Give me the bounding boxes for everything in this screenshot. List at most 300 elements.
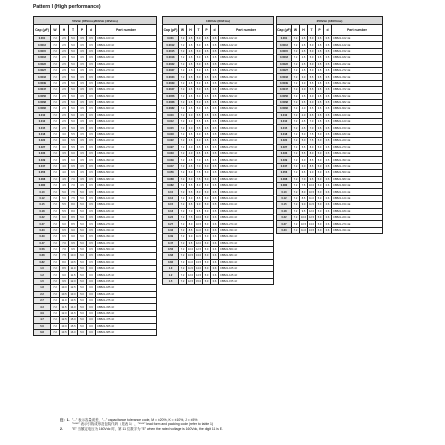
part-number-cell: CBB21-105 nF — [219, 266, 274, 272]
capacitance-cell: 0.10 — [163, 189, 179, 195]
dimension-cell: 6.0 — [195, 138, 203, 144]
dimension-cell: 9.5 — [60, 278, 69, 284]
dimension-cell: 7.5 — [69, 189, 78, 195]
dimension-cell: 7.2 — [179, 240, 187, 246]
dimension-cell: 5.0 — [300, 138, 308, 144]
dimension-cell: 8.0 — [187, 221, 195, 227]
dimension-cell: 3.5 — [78, 138, 87, 144]
capacitance-cell: 0.0012 — [34, 42, 51, 48]
capacitance-cell: 0.0082 — [34, 106, 51, 112]
dimension-cell: 5.0 — [316, 208, 324, 214]
dimension-cell: 0.5 — [324, 106, 332, 112]
capacitance-cell: 0.0033 — [277, 74, 292, 80]
capacitance-cell: 0.18 — [277, 208, 292, 214]
part-number-cell: CBB21-124 nF — [219, 195, 274, 201]
dimension-cell: 7.2 — [51, 259, 60, 265]
dimension-cell: 4.5 — [60, 176, 69, 182]
dimension-cell: 7.2 — [51, 42, 60, 48]
column-header-row — [34, 25, 157, 36]
dimension-cell: 3.0 — [187, 112, 195, 118]
part-number-cell: CBB21-333 nF — [219, 151, 274, 157]
part-number-cell: CBB21-274 nE — [332, 221, 383, 227]
dimension-cell: 5.0 — [195, 99, 203, 105]
dimension-cell: 5.0 — [78, 317, 87, 323]
dimension-cell: 8.0 — [308, 144, 316, 150]
dimension-cell: 7.2 — [179, 80, 187, 86]
dimension-cell: 0.5 — [324, 138, 332, 144]
dimension-cell: 7.2 — [292, 61, 300, 67]
dimension-cell: 5.0 — [69, 112, 78, 118]
dimension-cell: 3.5 — [316, 119, 324, 125]
dimension-cell: 0.6 — [211, 214, 219, 220]
dimension-cell: 0.6 — [211, 253, 219, 259]
dimension-cell: 7.2 — [292, 99, 300, 105]
note-label: 2. — [60, 426, 63, 431]
part-number-cell: CBB21-272 nE — [332, 67, 383, 73]
dimension-cell: 0.5 — [324, 151, 332, 157]
dimension-cell: 7.2 — [179, 99, 187, 105]
capacitance-cell: 0.001 — [277, 36, 292, 42]
dimension-cell: 5.0 — [316, 138, 324, 144]
dimension-cell: 0.6 — [211, 266, 219, 272]
dimension-cell: 0.6 — [324, 208, 332, 214]
dimension-cell: 8.5 — [195, 195, 203, 201]
dimension-cell: 3.5 — [316, 106, 324, 112]
dimension-cell: 5.0 — [78, 253, 87, 259]
dimension-cell: 3.5 — [78, 80, 87, 86]
note-text: "..." 表示容量误差，"..." capacitance tolerance code, M = ±20%, K = ±10%, J = ±5% — [72, 418, 198, 422]
dimension-cell: 0.5 — [87, 182, 96, 188]
dimension-cell: 3.5 — [203, 36, 211, 42]
dimension-cell: 7.5 — [300, 182, 308, 188]
dimension-cell: 3.5 — [316, 55, 324, 61]
dimension-cell: 0.5 — [87, 74, 96, 80]
part-number-cell: CBB21-394 nF — [219, 234, 274, 240]
part-number-cell: CBB21-182 nF — [219, 55, 274, 61]
part-number-cell: CBB21-182 nE — [332, 55, 383, 61]
dimension-cell: 3.0 — [60, 131, 69, 137]
dimension-cell: 2.5 — [187, 61, 195, 67]
dimension-cell: 12.0 — [195, 241, 202, 245]
dimension-cell: 0.5 — [324, 176, 332, 182]
dimension-cell: 5.5 — [308, 80, 316, 86]
dimension-cell: 3.5 — [203, 125, 211, 131]
dimension-cell: 0.5 — [211, 55, 219, 61]
dimension-cell: 5.0 — [69, 87, 78, 93]
dimension-cell: 5.0 — [195, 55, 203, 61]
dimension-cell: 0.5 — [324, 67, 332, 73]
capacitance-cell: 1.2 — [34, 272, 51, 278]
part-number-cell: CBB21-183 nE — [332, 131, 383, 137]
dimension-cell: 5.5 — [187, 182, 195, 188]
dimension-cell: 5.0 — [203, 278, 211, 284]
dimension-cell: 3.0 — [187, 119, 195, 125]
capacitance-cell: 0.27 — [163, 221, 179, 227]
dimension-cell: 7.2 — [292, 119, 300, 125]
dimension-cell: 5.0 — [203, 259, 211, 265]
dimension-cell: 6.0 — [69, 151, 78, 157]
dimension-cell: 16.0 — [70, 331, 76, 335]
part-number-cell: CBB21-103 nE — [332, 112, 383, 118]
capacitance-cell: 0.0022 — [277, 61, 292, 67]
column-header: W — [51, 25, 60, 36]
dimension-cell: 5.0 — [60, 189, 69, 195]
dimension-cell: 7.2 — [179, 157, 187, 163]
dimension-cell: 7.2 — [51, 253, 60, 259]
dimension-cell: 0.5 — [87, 119, 96, 125]
dimension-cell: 7.2 — [51, 182, 60, 188]
capacitance-cell: 0.0018 — [277, 55, 292, 61]
capacitance-cell: 0.015 — [34, 125, 51, 131]
capacitance-cell: 0.039 — [163, 157, 179, 163]
dimension-cell: 7.0 — [308, 119, 316, 125]
dimension-cell: 7.2 — [179, 55, 187, 61]
capacitance-cell: 0.0018 — [163, 55, 179, 61]
part-number-cell: CBB21-474 nF — [96, 240, 157, 246]
part-number-cell: CBB21-102 nE — [332, 36, 383, 42]
dimension-cell: 2.5 — [187, 67, 195, 73]
column-header: d — [87, 25, 96, 36]
dimension-cell: 3.5 — [78, 48, 87, 54]
dimension-cell: 7.2 — [292, 42, 300, 48]
dimension-cell: 5.0 — [78, 221, 87, 227]
part-number-cell: CBB21-124 nF — [96, 195, 157, 201]
dimension-cell: 2.5 — [300, 67, 308, 73]
dimension-cell: 0.5 — [87, 61, 96, 67]
dimension-cell: 5.0 — [316, 144, 324, 150]
dimension-cell: 0.5 — [211, 87, 219, 93]
dimension-cell: 3.5 — [78, 99, 87, 105]
part-number-cell: CBB21-563 nF — [96, 170, 157, 176]
dimension-cell: 0.5 — [211, 74, 219, 80]
dimension-cell: 7.2 — [179, 151, 187, 157]
dimension-cell: 3.5 — [316, 125, 324, 131]
dimension-cell: 5.0 — [195, 80, 203, 86]
dimension-cell: 0.5 — [87, 253, 96, 259]
dimension-cell: 0.5 — [324, 55, 332, 61]
dimension-cell: 3.5 — [203, 74, 211, 80]
dimension-cell: 7.2 — [292, 176, 300, 182]
dimension-cell: 7.2 — [179, 259, 187, 265]
dimension-cell: 6.0 — [300, 163, 308, 169]
dimension-cell: 5.0 — [308, 67, 316, 73]
part-number-cell: CBB21-684 nF — [96, 253, 157, 259]
dimension-cell: 0.6 — [87, 278, 96, 284]
part-number-cell: CBB21-180 nF — [96, 55, 157, 61]
capacitance-cell: 0.018 — [163, 131, 179, 137]
dimension-cell: 7.2 — [51, 61, 60, 67]
dimension-cell: 5.0 — [203, 208, 211, 214]
capacitance-cell: 1.5 — [163, 278, 179, 284]
dimension-cell: 3.0 — [60, 138, 69, 144]
capacitance-cell: 0.0027 — [163, 67, 179, 73]
dimension-cell: 6.0 — [69, 157, 78, 163]
capacitance-cell: 0.27 — [34, 221, 51, 227]
dimension-cell: 0.5 — [87, 125, 96, 131]
part-number-cell: CBB21-394 nF — [96, 234, 157, 240]
dimension-cell: 5.0 — [60, 195, 69, 201]
dimension-cell: 8.0 — [69, 208, 78, 214]
capacitance-cell: 0.082 — [277, 182, 292, 188]
dimension-cell: 3.5 — [316, 99, 324, 105]
dimension-cell: 5.0 — [316, 151, 324, 157]
capacitance-cell: 0.068 — [277, 176, 292, 182]
capacitance-cell: 0.033 — [34, 151, 51, 157]
voltage-group-header — [277, 17, 383, 25]
dimension-cell: 7.2 — [51, 195, 60, 201]
dimension-cell: 7.5 — [195, 170, 203, 176]
dimension-cell: 5.0 — [316, 221, 324, 227]
dimension-cell: 5.5 — [69, 144, 78, 150]
part-number-cell: CBB21-104 nF — [96, 189, 157, 195]
dimension-cell: 5.0 — [203, 195, 211, 201]
table-body — [34, 17, 157, 336]
dimension-cell: 15.5 — [70, 324, 76, 328]
dimension-cell: 7.2 — [51, 131, 60, 137]
part-number-cell: CBB21-823 nF — [96, 182, 157, 188]
part-number-cell: CBB21-473 nE — [332, 163, 383, 169]
dimension-cell: 6.0 — [308, 93, 316, 99]
part-number-cell: CBB21-100 nF — [96, 36, 157, 42]
dimension-cell: 14.0 — [195, 267, 202, 271]
part-number-cell: CBB21-125 nF — [96, 272, 157, 278]
dimension-cell: 8.5 — [187, 227, 195, 233]
column-header: Part number — [332, 25, 383, 36]
part-number-cell: CBB21-222 nE — [332, 61, 383, 67]
dimension-cell: 3.5 — [316, 112, 324, 118]
capacitance-cell: 0.0033 — [34, 74, 51, 80]
capacitance-cell: 4.7 — [34, 317, 51, 323]
dimension-cell: 0.5 — [211, 144, 219, 150]
capacitance-cell: 0.0082 — [277, 106, 292, 112]
capacitance-cell: 0.012 — [34, 119, 51, 125]
dimension-cell: 0.5 — [87, 36, 96, 42]
dimension-cell: 3.5 — [203, 157, 211, 163]
dimension-cell: 5.0 — [78, 278, 87, 284]
part-number-cell: CBB21-270 nF — [96, 67, 157, 73]
dimension-cell: 5.0 — [316, 214, 324, 220]
part-number-cell: CBB21-332 nE — [332, 74, 383, 80]
part-number-cell: CBB21-273 nE — [332, 144, 383, 150]
dimension-cell: 7.2 — [51, 55, 60, 61]
dimension-cell: 2.5 — [187, 87, 195, 93]
dimension-cell: 3.5 — [78, 125, 87, 131]
part-number-cell: CBB21-330 nF — [96, 74, 157, 80]
dimension-cell: 7.2 — [292, 151, 300, 157]
dimension-cell: 9.0 — [187, 234, 195, 240]
dimension-cell: 7.5 — [308, 131, 316, 137]
dimension-cell: 0.5 — [87, 208, 96, 214]
capacitance-cell: 0.12 — [277, 195, 292, 201]
dimension-cell: 6.0 — [187, 195, 195, 201]
dimension-cell: 2.5 — [60, 42, 69, 48]
part-number-cell: CBB21-223 nF — [219, 138, 274, 144]
column-header: H — [300, 25, 308, 36]
dimension-cell: 0.5 — [87, 176, 96, 182]
dimension-cell: 5.0 — [203, 176, 211, 182]
dimension-cell: 7.2 — [292, 227, 300, 233]
part-number-cell: CBB21-184 nF — [219, 208, 274, 214]
dimension-cell: 7.2 — [51, 80, 60, 86]
dimension-cell: 3.5 — [300, 93, 308, 99]
dimension-cell: 0.6 — [324, 214, 332, 220]
part-number-cell: CBB21-335 nF — [96, 304, 157, 310]
dimension-cell: 2.5 — [300, 36, 308, 42]
capacitance-cell: 0.012 — [163, 119, 179, 125]
dimension-cell: 7.2 — [179, 87, 187, 93]
dimension-cell: 7.2 — [51, 151, 60, 157]
capacitance-cell: 0.027 — [277, 144, 292, 150]
dimension-cell: 8.5 — [308, 163, 316, 169]
dimension-cell: 7.2 — [179, 125, 187, 131]
capacitance-cell: 0.0047 — [34, 87, 51, 93]
part-number-cell: CBB21-824 nF — [96, 259, 157, 265]
part-number-cell: CBB21-822 nF — [219, 106, 274, 112]
dimension-cell: 11.0 — [309, 196, 314, 200]
dimension-cell: 0.5 — [87, 227, 96, 233]
dimension-cell: 5.0 — [78, 298, 87, 304]
capacitance-cell: 0.12 — [34, 195, 51, 201]
dimension-cell: 0.5 — [324, 48, 332, 54]
dimension-cell: 6.0 — [308, 99, 316, 105]
dimension-cell: 7.2 — [51, 74, 60, 80]
dimension-cell: 5.0 — [78, 304, 87, 310]
part-number-cell: CBB21-152 nF — [219, 48, 274, 54]
dimension-cell: 14.5 — [70, 311, 76, 315]
dimension-cell: 7.2 — [51, 144, 60, 150]
part-number-cell: CBB21-472 nF — [219, 87, 274, 93]
dimension-cell: 0.6 — [211, 272, 219, 278]
capacitance-cell: 0.018 — [277, 131, 292, 137]
dimension-cell: 3.5 — [203, 144, 211, 150]
dimension-cell: 5.0 — [308, 36, 316, 42]
dimension-cell: 12.0 — [70, 280, 76, 284]
dimension-cell: 2.5 — [60, 67, 69, 73]
dimension-cell: 5.0 — [195, 106, 203, 112]
dimension-cell: 2.5 — [60, 55, 69, 61]
dimension-cell: 11.0 — [60, 298, 69, 304]
dimension-cell: 0.5 — [211, 48, 219, 54]
dimension-cell: 8.0 — [69, 202, 78, 208]
dimension-cell: 7.2 — [51, 170, 60, 176]
dimension-cell: 11.5 — [196, 235, 201, 239]
dimension-cell: 7.2 — [51, 112, 60, 118]
dimension-cell: 8.5 — [308, 157, 316, 163]
dimension-cell: 5.0 — [69, 125, 78, 131]
dimension-cell: 12.5 — [187, 280, 194, 284]
dimension-cell: 3.0 — [187, 125, 195, 131]
part-number-cell: CBB21-820 nF — [96, 106, 157, 112]
dimension-cell: 0.5 — [324, 131, 332, 137]
dimension-cell: 5.5 — [69, 138, 78, 144]
dimension-cell: 7.2 — [292, 157, 300, 163]
dimension-cell: 2.5 — [187, 93, 195, 99]
dimension-cell: 10.5 — [61, 292, 67, 296]
dimension-cell: 2.5 — [60, 93, 69, 99]
dimension-cell: 7.5 — [60, 253, 69, 259]
capacitance-cell: 0.082 — [163, 182, 179, 188]
part-number-cell: CBB21-155 nF — [96, 278, 157, 284]
capacitance-cell: 0.12 — [163, 195, 179, 201]
capacitance-cell: 0.010 — [277, 112, 292, 118]
capacitance-cell: 0.15 — [34, 202, 51, 208]
dimension-cell: 7.0 — [60, 246, 69, 252]
dimension-cell: 11.0 — [69, 266, 78, 272]
column-header: T — [69, 25, 78, 36]
dimension-cell: 8.5 — [69, 214, 78, 220]
part-number-cell: CBB21-185 nF — [96, 285, 157, 291]
dimension-cell: 0.5 — [87, 214, 96, 220]
column-header: W — [292, 25, 300, 36]
dimension-cell: 0.6 — [324, 189, 332, 195]
part-number-cell: CBB21-333 nF — [96, 151, 157, 157]
dimension-cell: 7.2 — [51, 189, 60, 195]
capacitance-cell: 0.0039 — [34, 80, 51, 86]
dimension-cell: 5.0 — [187, 170, 195, 176]
capacitance-cell: 0.82 — [34, 259, 51, 265]
capacitance-cell: 0.0015 — [277, 48, 292, 54]
dimension-cell: 3.5 — [78, 176, 87, 182]
dimension-cell: 7.2 — [51, 99, 60, 105]
part-number-cell: CBB21-680 nF — [96, 99, 157, 105]
dimension-cell: 7.2 — [179, 131, 187, 137]
dimension-cell: 7.2 — [179, 106, 187, 112]
dimension-cell: 7.2 — [51, 291, 60, 297]
part-number-cell: CBB21-473 nF — [219, 163, 274, 169]
dimension-cell: 5.0 — [316, 170, 324, 176]
dimension-cell: 7.2 — [292, 112, 300, 118]
dimension-cell: 7.2 — [179, 67, 187, 73]
dimension-cell: 5.5 — [195, 119, 203, 125]
dimension-cell: 3.5 — [300, 99, 308, 105]
part-number-cell: CBB21-334 nE — [332, 227, 383, 233]
dimension-cell: 4.5 — [300, 119, 308, 125]
dimension-cell: 3.5 — [78, 157, 87, 163]
dimension-cell: 3.5 — [316, 67, 324, 73]
dimension-cell: 4.5 — [60, 182, 69, 188]
part-number-cell: CBB21-102 nF — [219, 36, 274, 42]
dimension-cell: 3.5 — [203, 61, 211, 67]
column-header: Part number — [96, 25, 157, 36]
capacitance-cell: 0.0027 — [34, 67, 51, 73]
dimension-cell: 0.6 — [87, 285, 96, 291]
dimension-cell: 0.5 — [87, 246, 96, 252]
capacitance-cell: 0.033 — [163, 151, 179, 157]
spec-table-50v — [33, 16, 157, 336]
dimension-cell: 7.2 — [179, 278, 187, 284]
dimension-cell: 5.0 — [78, 291, 87, 297]
dimension-cell: 7.2 — [179, 202, 187, 208]
capacitance-cell: 0.27 — [277, 221, 292, 227]
dimension-cell: 3.5 — [316, 48, 324, 54]
capacitance-cell: 0.33 — [277, 227, 292, 233]
dimension-cell: 5.0 — [69, 74, 78, 80]
capacitance-cell: 0.22 — [34, 214, 51, 220]
dimension-cell: 0.5 — [87, 259, 96, 265]
dimension-cell: 3.5 — [203, 138, 211, 144]
part-number-cell: CBB21-153 nF — [219, 125, 274, 131]
dimension-cell: 10.5 — [308, 190, 315, 194]
dimension-cell: 0.5 — [87, 195, 96, 201]
dimension-cell: 7.2 — [292, 125, 300, 131]
part-number-cell: CBB21-683 nF — [96, 176, 157, 182]
dimension-cell: 0.5 — [324, 80, 332, 86]
voltage-group-label: 50Vdc (35Vrms)/63Vdc (40Vrms) — [34, 17, 157, 25]
part-number-cell: CBB21-562 nE — [332, 93, 383, 99]
column-header: d — [324, 25, 332, 36]
dimension-cell: 7.2 — [179, 144, 187, 150]
dimension-cell: 5.5 — [69, 131, 78, 137]
